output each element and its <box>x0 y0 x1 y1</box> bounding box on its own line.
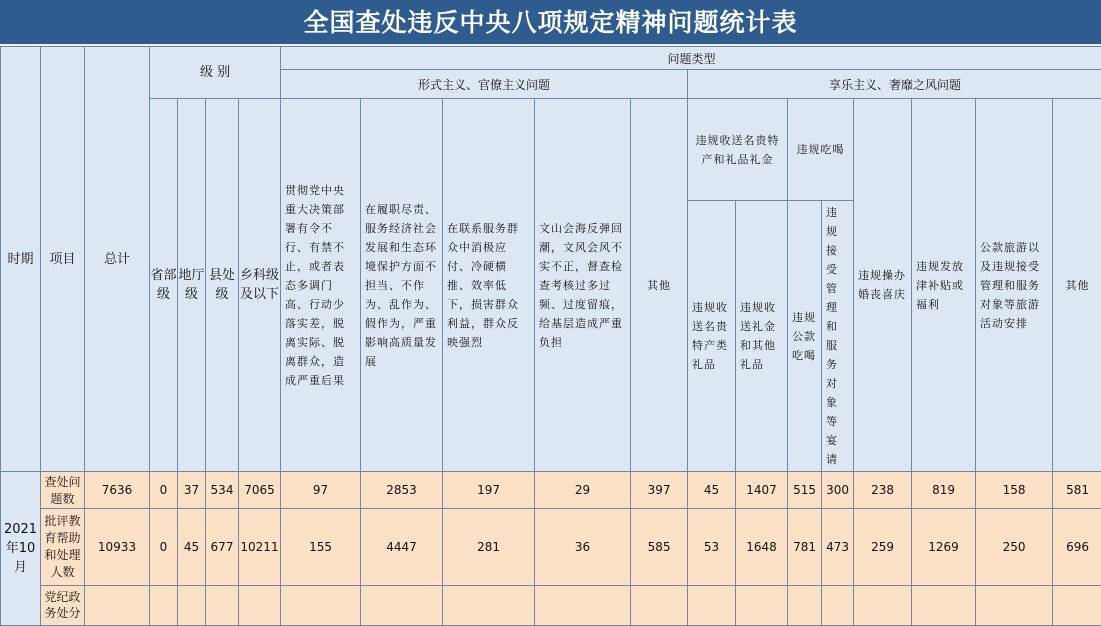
hedonism-col-other: 其他 <box>1053 99 1101 472</box>
item-header: 项目 <box>41 47 85 472</box>
formalism-value <box>535 586 631 626</box>
row-label: 党纪政务处分 <box>41 586 85 626</box>
level-value: 37 <box>178 472 206 509</box>
formalism-col-other: 其他 <box>631 99 688 472</box>
level-provincial: 省部级 <box>150 99 178 472</box>
formalism-col-2: 在履职尽责、服务经济社会发展和生态环境保护方面不担当、不作为、乱作为、假作为，严重影响高质量发展 <box>361 99 443 472</box>
formalism-value <box>281 586 361 626</box>
gift-value <box>736 586 788 626</box>
hedonism-col-subsidies: 违规发放津补贴或福利 <box>912 99 976 472</box>
dining-value <box>822 586 854 626</box>
hedonism-value: 259 <box>854 509 912 586</box>
formalism-value <box>631 586 688 626</box>
hedonism-value: 581 <box>1053 472 1101 509</box>
formalism-value: 281 <box>443 509 535 586</box>
gift-value: 1648 <box>736 509 788 586</box>
hedonism-value: 696 <box>1053 509 1101 586</box>
gift-value: 45 <box>688 472 736 509</box>
level-county: 县处级 <box>206 99 239 472</box>
dining-group-header: 违规吃喝 <box>788 99 854 201</box>
level-value: 7065 <box>239 472 281 509</box>
level-group-header: 级 别 <box>150 47 281 99</box>
formalism-value: 29 <box>535 472 631 509</box>
row-label: 查处问题数 <box>41 472 85 509</box>
formalism-value: 97 <box>281 472 361 509</box>
hedonism-col-weddings: 违规操办婚丧喜庆 <box>854 99 912 472</box>
total-header: 总计 <box>85 47 150 472</box>
row-label: 批评教育帮助和处理人数 <box>41 509 85 586</box>
formalism-value <box>443 586 535 626</box>
hedonism-value <box>1053 586 1101 626</box>
formalism-value: 197 <box>443 472 535 509</box>
total-value: 7636 <box>85 472 150 509</box>
total-value <box>85 586 150 626</box>
level-value: 45 <box>178 509 206 586</box>
formalism-value: 36 <box>535 509 631 586</box>
hedonism-value <box>912 586 976 626</box>
level-value: 677 <box>206 509 239 586</box>
hedonism-value: 158 <box>976 472 1053 509</box>
level-value: 534 <box>206 472 239 509</box>
dining-col-banquets: 违规接受管理和服务对象等宴请 <box>822 201 854 472</box>
dining-value: 473 <box>822 509 854 586</box>
dining-value: 300 <box>822 472 854 509</box>
formalism-value: 585 <box>631 509 688 586</box>
hedonism-value: 819 <box>912 472 976 509</box>
level-prefectural: 地厅级 <box>178 99 206 472</box>
formalism-value <box>361 586 443 626</box>
formalism-col-4: 文山会海反弹回潮，文风会风不实不正，督查检查考核过多过频、过度留痕，给基层造成严重负担 <box>535 99 631 472</box>
dining-value: 515 <box>788 472 822 509</box>
problem-type-header: 问题类型 <box>281 47 1101 70</box>
dining-value: 781 <box>788 509 822 586</box>
hedonism-value <box>976 586 1053 626</box>
gift-col-specialty: 违规收送名贵特产类礼品 <box>688 201 736 472</box>
total-value: 10933 <box>85 509 150 586</box>
hedonism-value: 250 <box>976 509 1053 586</box>
period-cell: 2021年10月 <box>1 472 41 626</box>
hedonism-value: 238 <box>854 472 912 509</box>
period-header: 时期 <box>1 47 41 472</box>
level-value <box>178 586 206 626</box>
formalism-value: 155 <box>281 509 361 586</box>
gift-col-cash: 违规收送礼金和其他礼品 <box>736 201 788 472</box>
level-value: 10211 <box>239 509 281 586</box>
formalism-col-1: 贯彻党中央重大决策部署有令不行、有禁不止，或者表态多调门高、行动少落实差，脱离实际、脱离群众，造成严重后果 <box>281 99 361 472</box>
formalism-value: 2853 <box>361 472 443 509</box>
gift-value: 53 <box>688 509 736 586</box>
gift-group-header: 违规收送名贵特产和礼品礼金 <box>688 99 788 201</box>
level-value: 0 <box>150 509 178 586</box>
hedonism-group-header: 享乐主义、奢靡之风问题 <box>688 70 1101 99</box>
hedonism-value <box>854 586 912 626</box>
dining-col-public: 违规公款吃喝 <box>788 201 822 472</box>
level-value <box>239 586 281 626</box>
gift-value <box>688 586 736 626</box>
statistics-table <box>0 46 1101 626</box>
formalism-value: 397 <box>631 472 688 509</box>
dining-value <box>788 586 822 626</box>
level-value <box>150 586 178 626</box>
table-title: 全国查处违反中央八项规定精神问题统计表 <box>0 0 1101 46</box>
formalism-value: 4447 <box>361 509 443 586</box>
formalism-group-header: 形式主义、官僚主义问题 <box>281 70 688 99</box>
level-value <box>206 586 239 626</box>
level-value: 0 <box>150 472 178 509</box>
gift-value: 1407 <box>736 472 788 509</box>
formalism-col-3: 在联系服务群众中消极应付、冷硬横推、效率低下，损害群众利益，群众反映强烈 <box>443 99 535 472</box>
level-township: 乡科级及以下 <box>239 99 281 472</box>
hedonism-col-travel: 公款旅游以及违规接受管理和服务对象等旅游活动安排 <box>976 99 1053 472</box>
hedonism-value: 1269 <box>912 509 976 586</box>
